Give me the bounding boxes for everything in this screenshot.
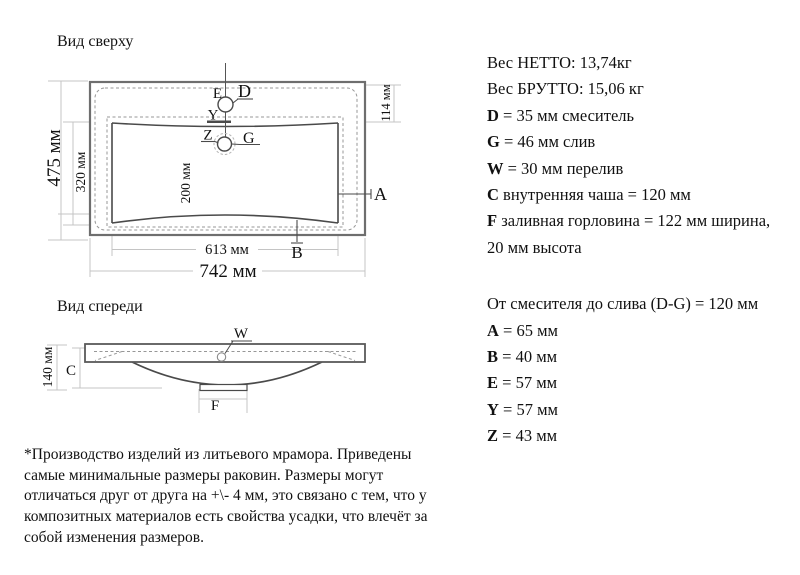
spec-text: = 65 мм <box>498 320 558 340</box>
label-Z: Z <box>203 127 213 144</box>
spec-text: = 30 мм перелив <box>503 158 624 178</box>
spec-text: = 46 мм слив <box>499 132 596 152</box>
dim-320: 320 мм <box>73 151 88 193</box>
footnote: *Производство изделий из литьевого мрамора. Приведены самые минимальные размеры раковин. Размеры могут отличаться друг от друга на +\- 4 мм, это связано с тем, что у композитных материалов есть свойства усадки, что влечёт за собой изменения размеров. <box>24 446 428 546</box>
spec-key: E <box>487 373 499 393</box>
top-view-drawing <box>44 63 401 282</box>
spec-gap <box>487 261 787 291</box>
spec-line <box>487 291 787 317</box>
label-B: B <box>291 243 303 262</box>
spec-text: внутренняя чаша = 120 мм <box>498 185 691 205</box>
front-view-drawing <box>40 326 365 414</box>
spec-line <box>487 182 787 208</box>
spec-text: Вес БРУТТО: 15,06 кг <box>487 79 644 99</box>
label-Y: Y <box>207 107 219 124</box>
spec-line <box>487 208 787 234</box>
drain-hole <box>218 137 232 151</box>
spec-line <box>487 235 787 261</box>
spec-line <box>487 156 787 182</box>
label-D: D <box>238 81 251 101</box>
spec-text: Вес НЕТТО: 13,74кг <box>487 53 632 72</box>
label-E: E <box>212 86 222 102</box>
spec-key: B <box>487 347 499 367</box>
spec-line <box>487 423 787 449</box>
spec-line <box>487 129 787 155</box>
spec-line <box>487 50 787 76</box>
spec-key: Z <box>487 426 499 446</box>
label-C: C <box>65 363 77 379</box>
spec-text: = 57 мм <box>498 373 558 393</box>
spec-line <box>487 76 787 102</box>
spec-text: заливная горловина = 122 мм ширина, <box>497 211 771 231</box>
spec-line <box>487 397 787 423</box>
dim-140: 140 мм <box>40 346 55 388</box>
dim-475: 475 мм <box>44 129 65 187</box>
spec-line <box>487 318 787 344</box>
label-A: A <box>374 184 387 204</box>
spec-line <box>487 344 787 370</box>
spec-key: C <box>487 185 499 205</box>
front-view-title: Вид спереди <box>57 298 143 315</box>
dim-200: 200 мм <box>178 162 193 204</box>
spec-text: 20 мм высота <box>487 237 582 257</box>
dim-114: 114 мм <box>379 84 393 122</box>
dim-613: 613 мм <box>205 242 249 258</box>
spec-key: D <box>487 105 499 125</box>
label-G: G <box>243 130 255 147</box>
spec-key: F <box>487 211 498 231</box>
label-W: W <box>233 326 249 342</box>
bowl-profile-curve <box>132 362 322 385</box>
top-view-title: Вид сверху <box>57 33 134 50</box>
spec-text: = 35 мм смеситель <box>498 105 635 125</box>
spec-line <box>487 103 787 129</box>
spec-key: A <box>487 320 499 340</box>
spec-key: G <box>487 132 500 152</box>
spec-text: = 43 мм <box>498 426 558 446</box>
label-F: F <box>210 398 220 414</box>
spec-key: Y <box>487 399 499 419</box>
spec-line <box>487 370 787 396</box>
spec-text: = 57 мм <box>498 399 558 419</box>
dim-742: 742 мм <box>199 261 257 282</box>
drain-fitting <box>200 385 247 391</box>
spec-text: = 40 мм <box>498 347 558 367</box>
spec-key: W <box>487 158 504 178</box>
specs-panel <box>487 50 787 450</box>
spec-text: От смесителя до слива (D-G) = 120 мм <box>487 294 759 314</box>
